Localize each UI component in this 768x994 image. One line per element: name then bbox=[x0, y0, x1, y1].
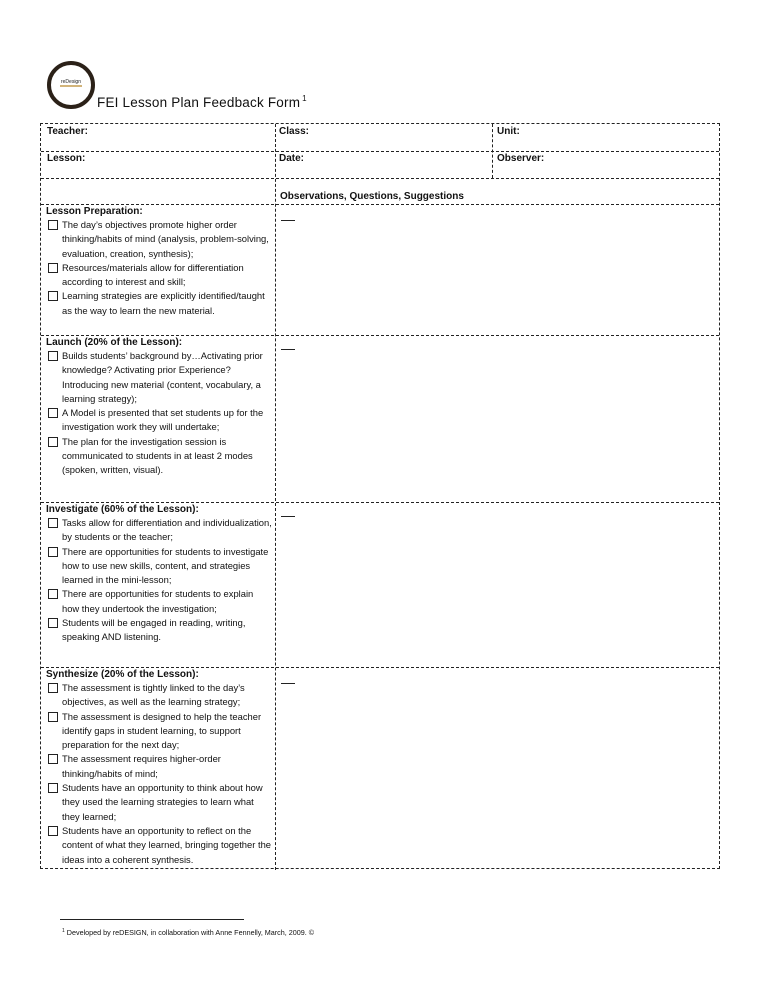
checkbox[interactable] bbox=[48, 518, 58, 528]
section-title: Launch (20% of the Lesson): bbox=[46, 337, 183, 348]
checkbox[interactable] bbox=[48, 437, 58, 447]
checkbox[interactable] bbox=[48, 589, 58, 599]
footnote-divider bbox=[60, 919, 244, 920]
checklist-item: Students will be engaged in reading, writing, speaking AND listening. bbox=[46, 616, 272, 645]
checklist-item: Builds students’ background by…Activating prior knowledge? Activating prior Experience? Introducing new material (content, vocabulary, a learning strategy); bbox=[46, 349, 272, 406]
section-synthesize bbox=[46, 669, 272, 867]
logo-text: reDesign bbox=[60, 79, 82, 85]
section-launch bbox=[46, 337, 272, 478]
checkbox[interactable] bbox=[48, 408, 58, 418]
checkbox[interactable] bbox=[48, 783, 58, 793]
checklist-item: Tasks allow for differentiation and individualization, by students or the teacher; bbox=[46, 516, 272, 545]
checkbox[interactable] bbox=[48, 826, 58, 836]
checkbox[interactable] bbox=[48, 263, 58, 273]
checklist-item: The plan for the investigation session is communicated to students in at least 2 modes (spoken, written, visual). bbox=[46, 435, 272, 478]
checklist-item: The assessment is tightly linked to the day’s objectives, as well as the learning strategy; bbox=[46, 681, 272, 710]
observation-entry-line[interactable] bbox=[281, 516, 295, 517]
teacher-field[interactable]: Teacher: bbox=[47, 126, 88, 137]
section-lesson-preparation bbox=[46, 206, 272, 318]
checkbox[interactable] bbox=[48, 712, 58, 722]
class-field[interactable]: Class: bbox=[279, 126, 310, 137]
date-field[interactable]: Date: bbox=[279, 153, 305, 164]
lesson-field[interactable]: Lesson: bbox=[47, 153, 86, 164]
checklist-item: There are opportunities for students to investigate how to use new skills, content, and strategies learned in the mini-lesson; bbox=[46, 545, 272, 588]
observation-entry-line[interactable] bbox=[281, 349, 295, 350]
checkbox[interactable] bbox=[48, 291, 58, 301]
checklist-item: The day’s objectives promote higher order thinking/habits of mind (analysis, problem-solving, evaluation, creation, synthesis); bbox=[46, 218, 272, 261]
checklist-item: Students have an opportunity to think about how they used the learning strategies to learn what they learned; bbox=[46, 781, 272, 824]
checklist-item: Resources/materials allow for differentiation according to interest and skill; bbox=[46, 261, 272, 290]
section-investigate bbox=[46, 504, 272, 645]
section-title: Investigate (60% of the Lesson): bbox=[46, 504, 199, 515]
checkbox[interactable] bbox=[48, 351, 58, 361]
checklist-item: Students have an opportunity to reflect on the content of what they learned, bringing together the ideas into a coherent synthesis. bbox=[46, 824, 272, 867]
feedback-table bbox=[40, 123, 720, 869]
title-footnote-mark: 1 bbox=[302, 94, 307, 103]
checklist-item: Learning strategies are explicitly identified/taught as the way to learn the new material. bbox=[46, 289, 272, 318]
checklist-item: The assessment is designed to help the teacher identify gaps in student learning, to support preparation for the next day; bbox=[46, 710, 272, 753]
footnote bbox=[62, 928, 314, 937]
checkbox[interactable] bbox=[48, 618, 58, 628]
unit-field[interactable]: Unit: bbox=[497, 126, 520, 137]
footnote-text: Developed by reDESIGN, in collaboration with Anne Fennelly, March, 2009. © bbox=[66, 928, 315, 937]
observations-header: Observations, Questions, Suggestions bbox=[280, 191, 464, 202]
redesign-logo bbox=[46, 60, 96, 110]
checklist-item: There are opportunities for students to explain how they undertook the investigation; bbox=[46, 587, 272, 616]
title-text: FEI Lesson Plan Feedback Form bbox=[97, 95, 301, 110]
checkbox[interactable] bbox=[48, 683, 58, 693]
observer-field[interactable]: Observer: bbox=[497, 153, 545, 164]
checklist-item: The assessment requires higher-order thinking/habits of mind; bbox=[46, 752, 272, 781]
observation-entry-line[interactable] bbox=[281, 220, 295, 221]
checkbox[interactable] bbox=[48, 220, 58, 230]
checkbox[interactable] bbox=[48, 754, 58, 764]
page-title bbox=[97, 94, 307, 110]
observation-entry-line[interactable] bbox=[281, 683, 295, 684]
section-title: Synthesize (20% of the Lesson): bbox=[46, 669, 199, 680]
checklist-item: A Model is presented that set students up for the investigation work they will undertake; bbox=[46, 406, 272, 435]
section-title: Lesson Preparation: bbox=[46, 206, 143, 217]
footnote-mark: 1 bbox=[62, 928, 65, 934]
checkbox[interactable] bbox=[48, 547, 58, 557]
